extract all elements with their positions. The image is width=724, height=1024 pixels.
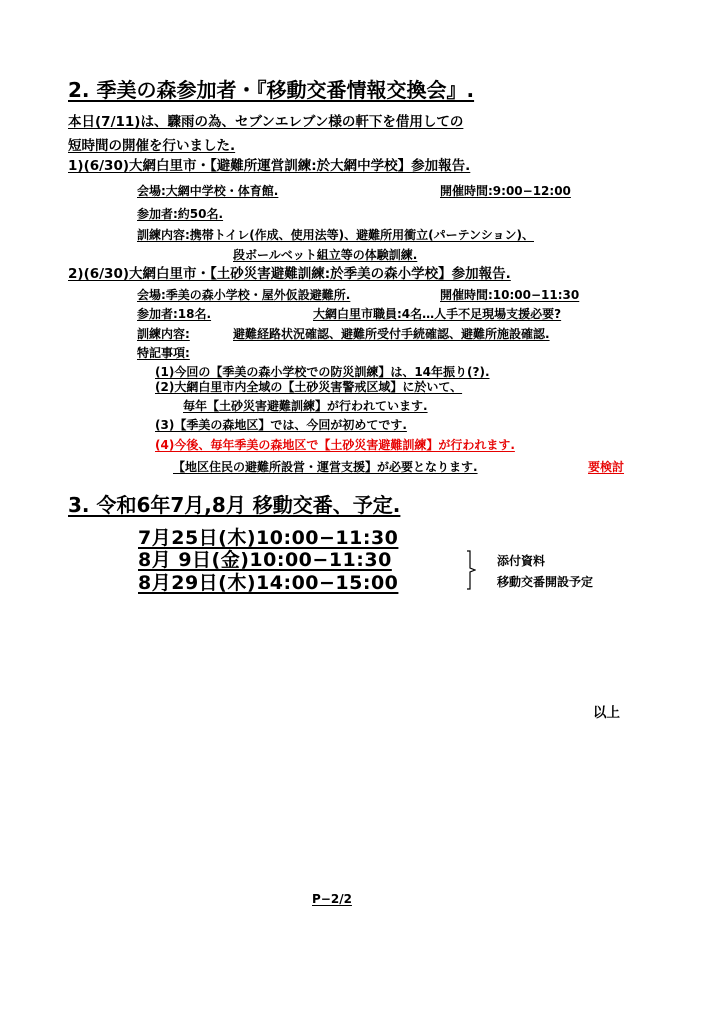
item1-participants: 参加者:約50名. [137,207,224,221]
note-3: (3)【季美の森地区】では、今回が初めてです. [155,418,407,432]
note-1: (1)今回の【季美の森小学校での防災訓練】は、14年振り(?). [155,365,490,379]
item2-time: 開催時間:10:00−11:30 [440,288,580,302]
item1-training-line1: 訓練内容:携帯トイレ(作成、使用法等)、避難所用衝立(パーテンション)、 [137,228,534,242]
brace-icon [466,550,476,590]
intro-line1: 本日(7/11)は、驟雨の為、セブンエレブン様の軒下を借用しての [68,114,464,130]
schedule-item-3: 8月29日(木)14:00−15:00 [138,572,399,594]
intro-line2: 短時間の開催を行いました. [68,138,236,154]
note-2-line1: (2)大網白里市内全域の【土砂災害警戒区域】に於いて、 [155,380,463,394]
note-5: 【地区住民の避難所設営・運営支援】が必要となります. [173,460,478,474]
schedule-item-1: 7月25日(木)10:00−11:30 [138,527,399,549]
note-4: (4)今後、毎年季美の森地区で【土砂災害避難訓練】が行われます. [155,438,515,452]
schedule-item-2: 8月 9日(金)10:00−11:30 [138,549,392,571]
page-number: P−2/2 [312,892,352,906]
section3-title: 3. 令和6年7月,8月 移動交番、予定. [68,493,401,517]
section2-title: 2. 季美の森参加者・『移動交番情報交換会』. [68,78,475,102]
review-label: 要検討 [588,460,625,474]
item2-training-label: 訓練内容: [137,327,190,341]
attachment-label: 添付資料 [497,554,546,568]
item2-heading: 2)(6/30)大網白里市・【土砂災害避難訓練:於季美の森小学校】参加報告. [68,266,511,282]
item1-venue: 会場:大網中学校・体育館. [137,184,279,198]
item1-training-line2: 段ボールベット組立等の体験訓練. [233,248,418,262]
note-2-line2: 毎年【土砂災害避難訓練】が行われています. [183,399,428,413]
item2-venue: 会場:季美の森小学校・屋外仮設避難所. [137,288,351,302]
item2-staff: 大網白里市職員:4名…人手不足現場支援必要? [313,307,562,321]
closing-text: 以上 [593,705,620,721]
item2-training-text: 避難経路状況確認、避難所受付手続確認、避難所施設確認. [233,327,550,341]
attachment-note: 移動交番開設予定 [497,575,594,589]
item1-time: 開催時間:9:00−12:00 [440,184,571,198]
item1-heading: 1)(6/30)大網白里市・【避難所運営訓練:於大網中学校】参加報告. [68,158,471,174]
item2-participants: 参加者:18名. [137,307,212,321]
item2-notes-label: 特記事項: [137,346,190,360]
